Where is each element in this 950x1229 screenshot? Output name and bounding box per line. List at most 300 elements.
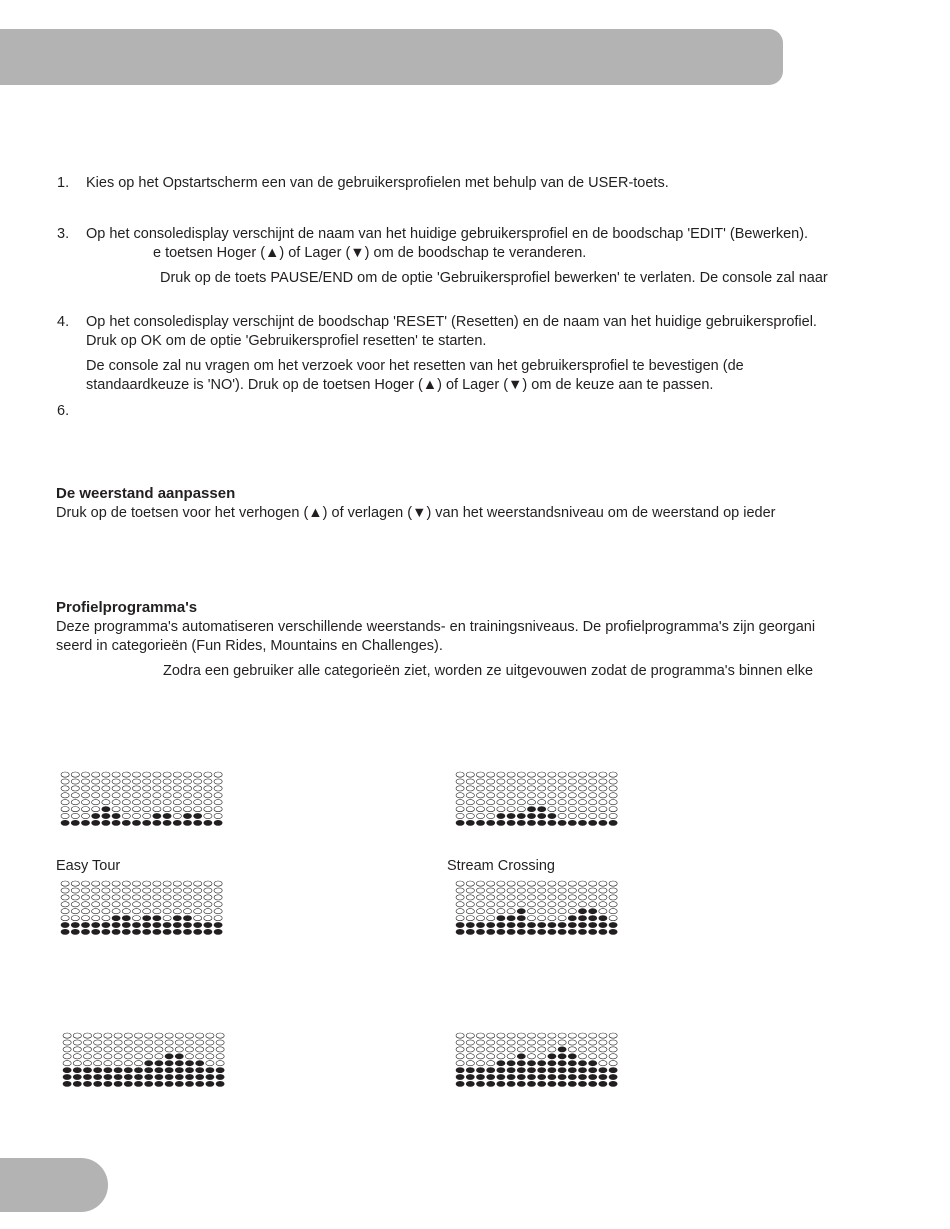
empty-dot — [153, 902, 161, 907]
empty-dot — [173, 786, 181, 791]
empty-dot — [81, 813, 89, 818]
filled-dot — [497, 929, 505, 934]
empty-dot — [214, 779, 222, 784]
filled-dot — [507, 922, 515, 927]
filled-dot — [185, 1081, 193, 1086]
filled-dot — [568, 1074, 576, 1079]
empty-dot — [487, 881, 495, 886]
empty-dot — [589, 800, 597, 805]
empty-dot — [548, 895, 556, 900]
program-profile-grid — [455, 771, 620, 828]
filled-dot — [578, 929, 586, 934]
empty-dot — [61, 800, 69, 805]
empty-dot — [143, 902, 151, 907]
empty-dot — [122, 793, 130, 798]
empty-dot — [81, 807, 89, 812]
filled-dot — [153, 922, 161, 927]
empty-dot — [196, 1054, 204, 1059]
empty-dot — [143, 772, 151, 777]
filled-dot — [599, 929, 607, 934]
filled-dot — [102, 813, 110, 818]
filled-dot — [196, 1074, 204, 1079]
empty-dot — [609, 916, 617, 921]
empty-dot — [153, 895, 161, 900]
empty-dot — [122, 786, 130, 791]
empty-dot — [578, 1047, 586, 1052]
filled-dot — [102, 820, 110, 825]
empty-dot — [92, 895, 100, 900]
empty-dot — [163, 793, 171, 798]
empty-dot — [145, 1040, 153, 1045]
empty-dot — [102, 800, 110, 805]
empty-dot — [497, 909, 505, 914]
filled-dot — [196, 1061, 204, 1066]
step-text: Kies op het Opstartscherm een van de gebruikersprofielen met behulp van de USER-toets. — [86, 175, 669, 191]
filled-dot — [609, 929, 617, 934]
filled-dot — [527, 820, 535, 825]
empty-dot — [476, 1047, 484, 1052]
filled-dot — [487, 1074, 495, 1079]
filled-dot — [61, 922, 69, 927]
filled-dot — [589, 1081, 597, 1086]
filled-dot — [122, 916, 130, 921]
filled-dot — [183, 922, 191, 927]
filled-dot — [589, 1068, 597, 1073]
empty-dot — [173, 800, 181, 805]
filled-dot — [527, 1061, 535, 1066]
filled-dot — [71, 929, 79, 934]
filled-dot — [132, 929, 140, 934]
filled-dot — [476, 922, 484, 927]
filled-dot — [173, 820, 181, 825]
empty-dot — [517, 888, 525, 893]
empty-dot — [466, 895, 474, 900]
empty-dot — [124, 1047, 132, 1052]
filled-dot — [507, 820, 515, 825]
empty-dot — [194, 881, 202, 886]
empty-dot — [94, 1040, 102, 1045]
empty-dot — [175, 1033, 183, 1038]
empty-dot — [558, 779, 566, 784]
empty-dot — [104, 1033, 112, 1038]
filled-dot — [538, 807, 546, 812]
empty-dot — [61, 881, 69, 886]
filled-dot — [73, 1081, 81, 1086]
filled-dot — [507, 916, 515, 921]
filled-dot — [163, 929, 171, 934]
empty-dot — [517, 1047, 525, 1052]
empty-dot — [122, 881, 130, 886]
filled-dot — [527, 1068, 535, 1073]
empty-dot — [194, 902, 202, 907]
empty-dot — [104, 1054, 112, 1059]
empty-dot — [71, 916, 79, 921]
empty-dot — [476, 813, 484, 818]
filled-dot — [578, 922, 586, 927]
filled-dot — [124, 1081, 132, 1086]
program-profile-grid — [62, 1032, 227, 1089]
filled-dot — [599, 916, 607, 921]
filled-dot — [548, 929, 556, 934]
empty-dot — [466, 1047, 474, 1052]
empty-dot — [94, 1061, 102, 1066]
empty-dot — [104, 1061, 112, 1066]
empty-dot — [63, 1054, 71, 1059]
empty-dot — [81, 881, 89, 886]
empty-dot — [466, 807, 474, 812]
filled-dot — [599, 820, 607, 825]
empty-dot — [456, 1061, 464, 1066]
empty-dot — [92, 793, 100, 798]
empty-dot — [81, 772, 89, 777]
filled-dot — [143, 922, 151, 927]
empty-dot — [507, 1054, 515, 1059]
filled-dot — [558, 820, 566, 825]
filled-dot — [104, 1068, 112, 1073]
empty-dot — [204, 772, 212, 777]
empty-dot — [466, 1040, 474, 1045]
empty-dot — [578, 1040, 586, 1045]
empty-dot — [173, 807, 181, 812]
empty-dot — [206, 1033, 214, 1038]
filled-dot — [507, 1074, 515, 1079]
empty-dot — [476, 800, 484, 805]
empty-dot — [599, 813, 607, 818]
empty-dot — [568, 1040, 576, 1045]
step-number: 4. — [57, 314, 70, 330]
filled-dot — [538, 1074, 546, 1079]
empty-dot — [206, 1061, 214, 1066]
empty-dot — [599, 1047, 607, 1052]
empty-dot — [487, 1040, 495, 1045]
step-number: 1. — [57, 175, 70, 191]
filled-dot — [466, 1068, 474, 1073]
empty-dot — [102, 916, 110, 921]
filled-dot — [183, 813, 191, 818]
empty-dot — [507, 786, 515, 791]
empty-dot — [558, 1040, 566, 1045]
empty-dot — [183, 881, 191, 886]
filled-dot — [112, 916, 120, 921]
empty-dot — [599, 909, 607, 914]
empty-dot — [81, 800, 89, 805]
empty-dot — [63, 1047, 71, 1052]
empty-dot — [568, 1047, 576, 1052]
filled-dot — [206, 1081, 214, 1086]
filled-dot — [578, 916, 586, 921]
filled-dot — [476, 820, 484, 825]
empty-dot — [122, 895, 130, 900]
filled-dot — [476, 1068, 484, 1073]
footer-page-tab — [0, 1158, 108, 1212]
empty-dot — [124, 1061, 132, 1066]
filled-dot — [527, 813, 535, 818]
empty-dot — [538, 888, 546, 893]
empty-dot — [466, 793, 474, 798]
empty-dot — [599, 888, 607, 893]
empty-dot — [196, 1033, 204, 1038]
filled-dot — [194, 922, 202, 927]
empty-dot — [589, 888, 597, 893]
empty-dot — [114, 1047, 122, 1052]
filled-dot — [456, 929, 464, 934]
profiles-text: Zodra een gebruiker alle categorieën ziet, worden ze uitgevouwen zodat de programma's binnen elke — [163, 663, 814, 679]
empty-dot — [173, 813, 181, 818]
empty-dot — [143, 793, 151, 798]
empty-dot — [589, 1054, 597, 1059]
filled-dot — [165, 1081, 173, 1086]
empty-dot — [456, 909, 464, 914]
empty-dot — [132, 895, 140, 900]
filled-dot — [122, 922, 130, 927]
empty-dot — [456, 807, 464, 812]
filled-dot — [175, 1068, 183, 1073]
empty-dot — [476, 779, 484, 784]
empty-dot — [487, 888, 495, 893]
empty-dot — [206, 1040, 214, 1045]
empty-dot — [194, 888, 202, 893]
empty-dot — [71, 793, 79, 798]
empty-dot — [124, 1040, 132, 1045]
filled-dot — [487, 1081, 495, 1086]
filled-dot — [548, 922, 556, 927]
filled-dot — [568, 1081, 576, 1086]
empty-dot — [173, 779, 181, 784]
empty-dot — [94, 1047, 102, 1052]
empty-dot — [185, 1047, 193, 1052]
empty-dot — [173, 909, 181, 914]
empty-dot — [487, 1047, 495, 1052]
program-label-stream-crossing: Stream Crossing — [447, 858, 555, 874]
step-text: standaardkeuze is 'NO'). Druk op de toetsen Hoger (▲) of Lager (▼) om de keuze aan te passen. — [86, 377, 714, 393]
empty-dot — [517, 772, 525, 777]
filled-dot — [497, 813, 505, 818]
empty-dot — [173, 793, 181, 798]
filled-dot — [568, 1068, 576, 1073]
empty-dot — [507, 902, 515, 907]
empty-dot — [194, 895, 202, 900]
filled-dot — [497, 1074, 505, 1079]
empty-dot — [466, 786, 474, 791]
filled-dot — [143, 916, 151, 921]
empty-dot — [507, 895, 515, 900]
empty-dot — [487, 895, 495, 900]
empty-dot — [196, 1040, 204, 1045]
empty-dot — [61, 888, 69, 893]
filled-dot — [487, 929, 495, 934]
empty-dot — [538, 916, 546, 921]
filled-dot — [102, 807, 110, 812]
empty-dot — [466, 902, 474, 907]
filled-dot — [163, 820, 171, 825]
filled-dot — [527, 1074, 535, 1079]
empty-dot — [204, 916, 212, 921]
filled-dot — [104, 1081, 112, 1086]
empty-dot — [466, 1054, 474, 1059]
empty-dot — [61, 786, 69, 791]
empty-dot — [216, 1061, 224, 1066]
filled-dot — [175, 1081, 183, 1086]
empty-dot — [527, 902, 535, 907]
empty-dot — [102, 888, 110, 893]
empty-dot — [214, 793, 222, 798]
empty-dot — [92, 916, 100, 921]
empty-dot — [206, 1054, 214, 1059]
empty-dot — [487, 1054, 495, 1059]
empty-dot — [102, 772, 110, 777]
empty-dot — [527, 1047, 535, 1052]
empty-dot — [599, 1061, 607, 1066]
empty-dot — [165, 1040, 173, 1045]
empty-dot — [81, 916, 89, 921]
empty-dot — [71, 813, 79, 818]
empty-dot — [609, 779, 617, 784]
step-text: Druk op de toets PAUSE/END om de optie 'Gebruikersprofiel bewerken' te verlaten. De console zal naar — [160, 270, 828, 286]
empty-dot — [476, 881, 484, 886]
filled-dot — [194, 813, 202, 818]
empty-dot — [122, 909, 130, 914]
empty-dot — [578, 786, 586, 791]
filled-dot — [92, 929, 100, 934]
step-number: 3. — [57, 226, 70, 242]
filled-dot — [456, 1081, 464, 1086]
empty-dot — [487, 1061, 495, 1066]
filled-dot — [548, 1054, 556, 1059]
empty-dot — [63, 1061, 71, 1066]
empty-dot — [163, 895, 171, 900]
empty-dot — [163, 807, 171, 812]
empty-dot — [214, 895, 222, 900]
empty-dot — [124, 1033, 132, 1038]
filled-dot — [589, 909, 597, 914]
empty-dot — [63, 1040, 71, 1045]
empty-dot — [517, 1040, 525, 1045]
filled-dot — [517, 1068, 525, 1073]
filled-dot — [609, 1081, 617, 1086]
empty-dot — [609, 807, 617, 812]
filled-dot — [558, 1081, 566, 1086]
empty-dot — [527, 916, 535, 921]
empty-dot — [507, 779, 515, 784]
empty-dot — [102, 895, 110, 900]
empty-dot — [214, 786, 222, 791]
filled-dot — [94, 1081, 102, 1086]
empty-dot — [497, 888, 505, 893]
empty-dot — [102, 909, 110, 914]
empty-dot — [194, 909, 202, 914]
empty-dot — [599, 793, 607, 798]
filled-dot — [165, 1054, 173, 1059]
filled-dot — [175, 1074, 183, 1079]
empty-dot — [173, 881, 181, 886]
empty-dot — [578, 800, 586, 805]
empty-dot — [204, 888, 212, 893]
empty-dot — [124, 1054, 132, 1059]
filled-dot — [589, 1074, 597, 1079]
filled-dot — [578, 1061, 586, 1066]
empty-dot — [497, 902, 505, 907]
empty-dot — [558, 895, 566, 900]
empty-dot — [112, 793, 120, 798]
filled-dot — [83, 1068, 91, 1073]
empty-dot — [507, 1033, 515, 1038]
empty-dot — [517, 902, 525, 907]
filled-dot — [548, 1081, 556, 1086]
empty-dot — [507, 807, 515, 812]
filled-dot — [609, 1074, 617, 1079]
empty-dot — [204, 786, 212, 791]
empty-dot — [538, 772, 546, 777]
empty-dot — [71, 902, 79, 907]
filled-dot — [185, 1068, 193, 1073]
empty-dot — [589, 881, 597, 886]
empty-dot — [122, 807, 130, 812]
filled-dot — [132, 820, 140, 825]
empty-dot — [173, 895, 181, 900]
filled-dot — [173, 929, 181, 934]
empty-dot — [153, 772, 161, 777]
empty-dot — [102, 779, 110, 784]
empty-dot — [568, 881, 576, 886]
filled-dot — [507, 813, 515, 818]
empty-dot — [538, 895, 546, 900]
empty-dot — [599, 1054, 607, 1059]
empty-dot — [568, 779, 576, 784]
empty-dot — [487, 793, 495, 798]
empty-dot — [194, 800, 202, 805]
empty-dot — [599, 779, 607, 784]
filled-dot — [466, 1074, 474, 1079]
empty-dot — [548, 1047, 556, 1052]
empty-dot — [476, 1054, 484, 1059]
empty-dot — [175, 1047, 183, 1052]
empty-dot — [134, 1047, 142, 1052]
empty-dot — [538, 1040, 546, 1045]
empty-dot — [73, 1040, 81, 1045]
header-bar — [0, 29, 783, 85]
empty-dot — [73, 1033, 81, 1038]
empty-dot — [102, 902, 110, 907]
empty-dot — [466, 1033, 474, 1038]
empty-dot — [558, 916, 566, 921]
empty-dot — [578, 793, 586, 798]
empty-dot — [163, 902, 171, 907]
filled-dot — [185, 1061, 193, 1066]
empty-dot — [487, 909, 495, 914]
empty-dot — [548, 1033, 556, 1038]
empty-dot — [165, 1047, 173, 1052]
empty-dot — [548, 800, 556, 805]
empty-dot — [214, 772, 222, 777]
filled-dot — [568, 916, 576, 921]
empty-dot — [527, 895, 535, 900]
empty-dot — [568, 807, 576, 812]
empty-dot — [71, 881, 79, 886]
empty-dot — [476, 772, 484, 777]
filled-dot — [122, 929, 130, 934]
filled-dot — [497, 1061, 505, 1066]
empty-dot — [568, 813, 576, 818]
filled-dot — [132, 922, 140, 927]
empty-dot — [548, 772, 556, 777]
filled-dot — [578, 1081, 586, 1086]
empty-dot — [132, 888, 140, 893]
empty-dot — [183, 800, 191, 805]
filled-dot — [599, 1074, 607, 1079]
empty-dot — [599, 1033, 607, 1038]
filled-dot — [558, 1068, 566, 1073]
filled-dot — [487, 1068, 495, 1073]
